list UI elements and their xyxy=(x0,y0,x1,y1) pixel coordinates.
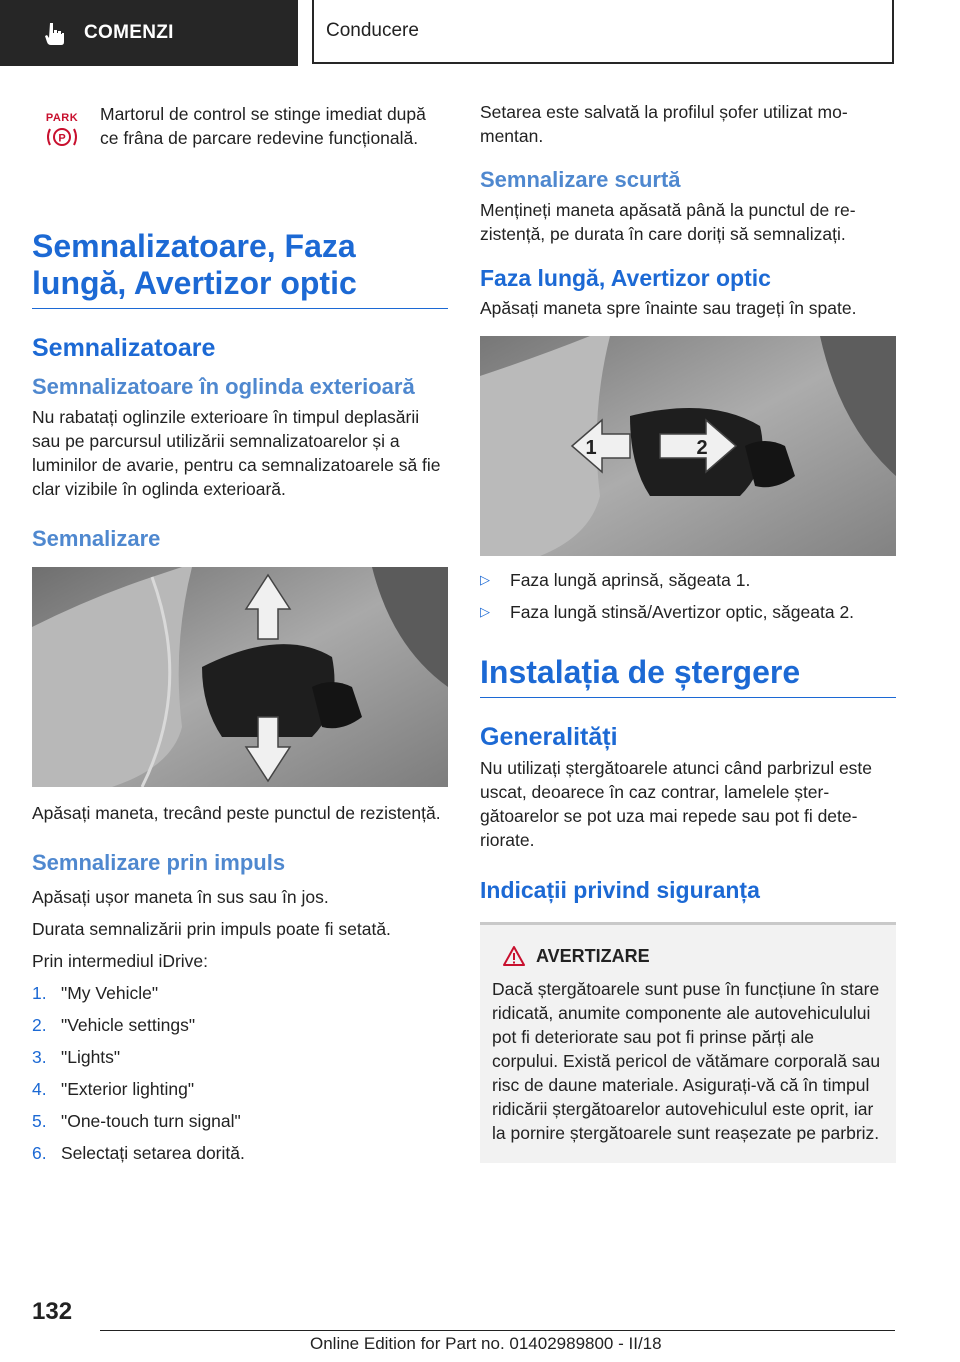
chapter-title: Conducere xyxy=(312,0,894,64)
list-item: ▷ Faza lungă aprinsă, săgeata 1. xyxy=(480,564,896,596)
heading-instalatia: Instalația de ștergere xyxy=(480,654,801,690)
impuls-text-2: Durata semnalizării prin impuls poate fi setată. xyxy=(32,919,391,939)
page-header xyxy=(0,0,960,68)
impuls-text-1: Apăsați ușor maneta în sus sau în jos. xyxy=(32,887,329,907)
instalatia-heading-block xyxy=(480,654,896,698)
list-item: 5. "One-touch turn signal" xyxy=(32,1111,241,1131)
warning-title: AVERTIZARE xyxy=(536,945,650,966)
semnalizare-text: Apăsați maneta, trecând peste punctul de rezistență. xyxy=(32,803,441,823)
high-beam-stalk-photo xyxy=(480,336,896,556)
heading-oglinda: Semnalizatoare în oglinda exterioară xyxy=(32,374,415,399)
triangle-bullet-icon: ▷ xyxy=(480,604,490,619)
oglinda-text: Nu rabatați oglinzile exterioare în timpul deplasării sau pe parcursul utilizării semnalizatoarelor și a luminilor de avarie, pentru ca semnalizatoarele să fie clar vizibile în oglinda exterioară. xyxy=(32,407,441,499)
idrive-steps xyxy=(32,977,448,1169)
edition-text: Online Edition for Part no. 01402989800 - II/18 xyxy=(310,1334,662,1353)
impuls-text-3: Prin intermediul iDrive: xyxy=(32,951,209,971)
warning-box xyxy=(480,922,896,1163)
svg-text:P: P xyxy=(58,132,66,145)
list-item: 6. Selectați setarea dorită. xyxy=(32,1143,245,1163)
left-column xyxy=(32,100,448,1169)
section-label: COMENZI xyxy=(84,22,174,43)
list-item: 3. "Lights" xyxy=(32,1047,121,1067)
heading-siguranta: Indicații privind siguranța xyxy=(480,877,760,903)
turn-signal-stalk-photo xyxy=(32,567,448,787)
heading-faza-lunga: Faza lungă, Avertizor optic xyxy=(480,265,771,291)
heading-semnalizare: Semnalizare xyxy=(32,526,161,551)
heading-scurta: Semnalizare scurtă xyxy=(480,167,681,192)
triangle-bullet-icon: ▷ xyxy=(480,572,490,587)
warning-header xyxy=(502,945,884,967)
list-item: ▷ Faza lungă stinsă/Avertizor optic, săgeata 2. xyxy=(480,596,896,628)
heading-impuls: Semnalizare prin impuls xyxy=(32,850,286,875)
page-number: 132 xyxy=(32,1298,73,1325)
list-item: 4. "Exterior lighting" xyxy=(32,1079,195,1099)
right-column xyxy=(480,100,896,1163)
footer-divider xyxy=(100,1330,895,1331)
heading-semnalizatoare: Semnalizatoare xyxy=(32,334,216,362)
arrow-label-2: 2 xyxy=(696,437,708,459)
main-heading: Semnalizatoare, Faza lungă, Avertizor optic xyxy=(32,228,357,301)
heading-generalitati: Generalități xyxy=(480,723,618,751)
list-item: 2. "Vehicle settings" xyxy=(32,1015,196,1035)
park-brake-icon: PARK P xyxy=(45,112,79,145)
saved-text: Setarea este salvată la profilul șofer utilizat momentan. xyxy=(480,102,848,146)
hand-icon xyxy=(44,21,66,45)
section-tab xyxy=(0,0,298,66)
scurta-text: Mențineți maneta apăsată până la punctul de rezistență, pe durata în care doriți să semnalizați. xyxy=(480,200,856,244)
list-item: 1. "My Vehicle" xyxy=(32,983,159,1003)
main-heading-block xyxy=(32,228,448,309)
park-note xyxy=(32,100,448,204)
park-text: Martorul de control se stinge imediat după ce frâna de parcare redevine funcțională. xyxy=(100,104,426,148)
faza-text: Apăsați maneta spre înainte sau trageți în spate. xyxy=(480,298,857,318)
arrow-label-1: 1 xyxy=(585,437,597,459)
generalitati-text: Nu utilizați ștergătoarele atunci când parbrizul este uscat, deoarece în caz contrar, lamelele ștergătoarelor se pot uza mai repede sau pot fi deteriorate. xyxy=(480,758,873,850)
warning-triangle-icon xyxy=(502,945,526,967)
beam-bullets xyxy=(480,564,896,628)
warning-text: Dacă ștergătoarele sunt puse în funcțiune în stare ridicată, anumite componente ale autovehiculului pot fi deteriorate sau pot fi prinse părți ale corpului. Există pericol de vătămare corporală sau risc de daune materiale. Asigurați-vă că în timpul ridicării ștergătoarelor autovehiculul este oprit, iar la pornire ștergătoarele sunt reașezate pe parbriz. xyxy=(492,979,881,1143)
